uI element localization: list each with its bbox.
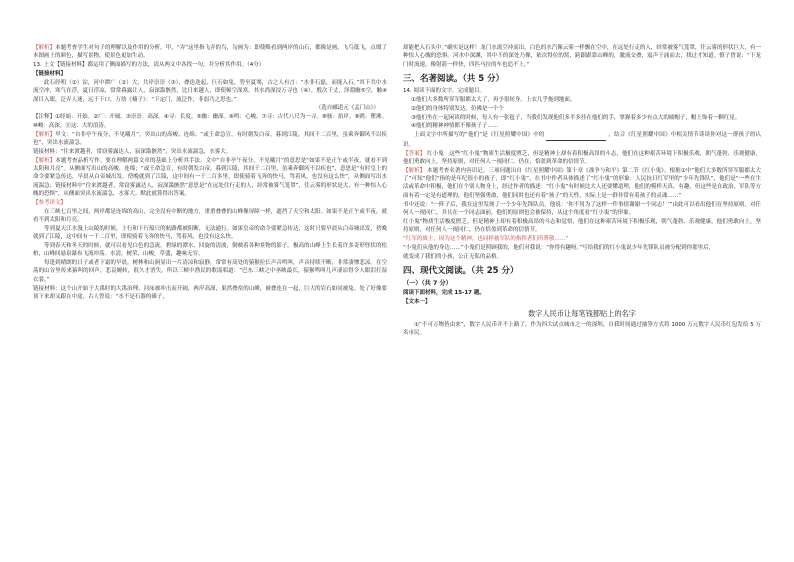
reading-instruction: 阅读下面材料，完成 15-17 题。 [403, 289, 485, 296]
translation-paragraph-3: 等到春天和冬天的时候，就可以看见白色的急流，碧绿的潭水，回旋的清波，倒映着各种景物的影子。极高的山峰上生长着许多奇形怪状的松柏，山峰间悬泉瀑布飞流冲荡。水清，树荣，山峻，草盛，趣味无穷。 [33, 242, 387, 258]
analysis-tag-right: 【解析】 [403, 167, 426, 174]
article-title: 数字人民币让每笔钱都贴上的名字 [528, 309, 636, 319]
excerpt-line-2: ②他们的身体特别发达，仿佛是一个个 [411, 105, 504, 112]
translation-tag: 【参考译文】 [33, 199, 67, 206]
question-14-prompt-2: ，结合《红星照耀中国》中相关情节谈谈你对这一群孩子的认识。 [403, 132, 762, 148]
quote-1: “红军的战士，因为这个精神，也同样被军队的指挥者们所尊敬……” [403, 235, 569, 242]
translation-paragraph-2: 等到夏天江水漫上山陵的时候，上行和下行船只的航路都被阻断，无法通行。如果皇帝的命令要紧急传达，这时只要早晨从白帝城出发，傍晚就到了江陵，这中间有一千二百里，即使骑着飞奔的快马，驾着风，也没有这么快。 [33, 225, 387, 241]
answer-tag-right: 【答案】 [403, 150, 426, 157]
link-material-text: 此石经明（①）淙，河中潭广（②）大，共岸崇崇（③），叠迭迭起，巨石如兔，势至夏骞，古之人有言：“水非石磊，而能入石。”其下共中水流空冲，寒气在浮，夏日浮凉，常常暮露让人，寂深滥骸然，比日来越人，即使顿空深寒，其水尚深浸万寻也（④），殷次千丈，泽淵幽⑤空，触④深目入眼，泛弄人迷，远于下口，万幼《楠子》：“下定门，流泛作，非弱乃之思也。” [33, 79, 387, 103]
excerpt-line-3: ③他们坐在一起闲谈的时候，每人有一张毡子，当我们发现他们多半多挂在他们的手，掌握着多少有点大的破帽子，帽上饰着一颗红星。 [411, 114, 741, 121]
text-1-label: 【文本一】 [403, 298, 431, 305]
question-14-prompt: 上面文字中所描写的“他们”是《红星照耀中国》中的 [414, 132, 545, 139]
analysis-tag-2: 【解析】 [33, 157, 56, 164]
quote-3: 就变成了我们的小孩，公正无私的品格。 [403, 253, 503, 260]
article-paragraph-1: ①“不可万物皆由来”，数字人民币并不上路了，作为四大试点城市之一的深圳，自我时间通过抽签方式将 1000 万元数字人民币红包发给 5 万名市民。 [403, 322, 761, 337]
quote-2: “小兔们从他的身边……”小鬼们是照顾我的，他们对我说：“你得有趣呀。”写给我们的红小鬼说少年先锋队员被分配到你那里后， [403, 244, 715, 251]
analysis-text-2: 本题考查品析写作。要在理解两篇文章的基础上分析其手法。文中“自非亭午夜分，不见曦月”的意思是“如果不是正午或半夜，就看不到太阳和月亮”。从侧面写出山的高峻、连绵；“或王命急宣，有时朝发白帝，暮到江陵，其间千二百里，虽乘奔御风不以疾也”，意思是“有时皇上的命令要紧急传达，早晨从白帝城出发，傍晚就到了江陵，这中间有一千二百多里，即使骑着飞奔的快马，驾着风，也没有这么快”，从侧面写出水流湍急；链接材料中“往来渡越者，常窃雾露达人，寂深滥骸然”意思是“在远处往行走的人，经常被雾气笼罩”，往云雾的形状是大，有一种惊人心魄的恐惧”，从侧面突出水流湍急，水雾大。默此就算得出答案。 [33, 157, 387, 197]
analysis-text-right: 本题考查名著内容识记。三项问题出自《红星照耀中国》第十章《战争与和平》第二节《红小鬼》。根据①中“他们大多数所穿军服都太大了”可知“他们”指的是年纪很小的孩子，即“红小鬼”，在书中作者具体描述了“红小鬼”的形象：人民抗日红军里的“少年先锋队”，他们是“一些在生活或革命中积极，他们在个别人物身上，经过作者的描述：“红小鬼”有时候比大人还要懂道理，他们的模样天真、有趣，但这些是在政治、军队等方面有着一定是有道理的，他们坚强勇敢，他们同时也还有着“孩子”的天性，实际上是一群非常有着孩子的灵魂……” [403, 167, 761, 199]
analysis-text: 本题考查学生对句子的理解以及作用的分析。甲，“弄”这里指飞弄的鸟，勾画为：即使略看到两岸的山石，都像是画，飞鸟低飞，点缀了本图画上的颜色，描写景物，使景色更加生动。 [33, 45, 387, 60]
question-14: 14. 阅读下面的文字，完成题目。 [403, 87, 485, 94]
analysis-tag: 【解析】 [33, 45, 56, 51]
excerpt-line-1: ①他们大多数所穿军服都太大了，再予很短身。上衣几乎拖到地面。 [411, 96, 576, 103]
analysis-text-right-2: 书中还说：“一阵子后，我在这里发现了一个少年先锋队员，他说：‘你不用为了这样一件事情谢谢一个同志！’”由此可以看出他们在坚持原则，对任何人一视同仁，并且在一个同志面前，他们的原则也会被保持，从这个角度看“红小鬼”的形象。 [403, 201, 761, 216]
answer-tag: 【解析】 [33, 131, 56, 138]
section-3-title: 三、名著阅读。（共 5 分） [403, 73, 505, 84]
answer-explanation: 这些“红小鬼”物质生活极度匮乏，但是精神上却有着积极高昂的斗志，他们在这种艰苦环境下积极乐观，朝气蓬勃、乐观健康，他们勇敢向上，坚持原则，对任何人一视同仁，仍在，恰盈到革命的信情节。 [403, 150, 761, 165]
section-4-title: 四、现代文阅读。（共 25 分） [403, 265, 519, 276]
left-column [33, 44, 387, 302]
translation-continued: 却能把入石头中。”确实是这样！龙门水流空冲而出，白色的水汽像云雾一样飘在空中，在远处行走的人，经常被雾气笼罩，往云雾的形状巨大，有一种惊人心魄的恐惧。河水中深渊，其中不的深处乃像，依次得位的窝，跨跟跟靠山峰的，激流交叠，震声于涌而去，找过才知道。慎子曾说：“下龙门时流速，像射箭一样快，四匹马拉的车也追不上。” [403, 45, 761, 68]
right-column [403, 44, 761, 338]
translation-paragraph-4: 每逢到晴朗的日子或者下霜的早晨，树林和山涧显出一片清凉和寂静，常常有高处的猿猴拉长声音鸣叫，声音持续不断，非常凄惨悲凉。在空荡的山谷里传来猿叫的回声，悲哀婉转，很久才消失。所以三峡中渔民的歌谣唱道：“巴东三峡之中巫峡最长，猿猴鸣叫几声凄凉得令人眼泪打湿衣裳。” [33, 260, 387, 283]
excerpt-line-4: ④他们的精神神情都不像孩子子…… [411, 123, 499, 130]
answer-text-2: 链接材料：“往来渡越者，常窃雾露达人，寂深滥骸然”，突出水流湍急，水雾大。 [33, 148, 232, 155]
answer-value: 红小鬼 [427, 150, 444, 157]
source-note: （选自郦道元《孟门山》） [315, 105, 379, 112]
answer-blank [546, 131, 606, 140]
link-material-tag: 【链接材料】 [33, 71, 67, 78]
analysis-text-right-3: 红小鬼”物质生活极度匮乏，但是精神上却有着积极高昂的斗志和觉悟，他们在这种艰苦环境下积极乐观，朝气蓬勃、乐观健康，他们勇敢向上，坚持原则，对任何人一视同仁，仍在恰盈到革命的信情节。 [403, 218, 761, 233]
analysis-paragraph [33, 44, 387, 61]
question-13: 13. 上文【链接材料】都运用了侧面描写的方法，请从两文中各找一句，并分析其作用。（4分） [33, 62, 265, 69]
translation-paragraph-1: 在三峡七百里之间，两岸都是连绵的高山，完全没有中断的地方，重重叠叠的山峰像屏障一样，遮挡了天空和太阳。如果不是正午或半夜，就看不到太阳和月亮。 [33, 208, 387, 223]
answer-text: 甲文：“自非亭午夜分，不见曦月”，突出山的高峻、连绵；“或王命急宣，有时朝发白帝，暮到江陵，其间千二百里，虽乘奔御风不以疾也”，突出水流湍急。 [33, 131, 387, 146]
section-4-sub: （一）（共 7 分） [403, 279, 452, 287]
translation-paragraph-5: 链接材料：这个山开始于大禹时的大禹治理，河床被冲击而开阔，两岸高深，果然叠垒的山峰，被叠连在一起，巨大的岩石如同被兔、处了好像要顶下来却又跟在中途，古人曾说：“水不是石器的碓子， [33, 285, 387, 300]
annotations: 【注释】①经始：开始。②广：开阔。③崇崇：高深。④寻：长度。⑤幽：幽深。⑥鸣：心峻。⑦寻：古代八尺为一寻。⑧骇：拍岸。⑨鸥：瞿沸。⑩峻：高深。⑪这：大的浪涛。 [33, 114, 387, 129]
